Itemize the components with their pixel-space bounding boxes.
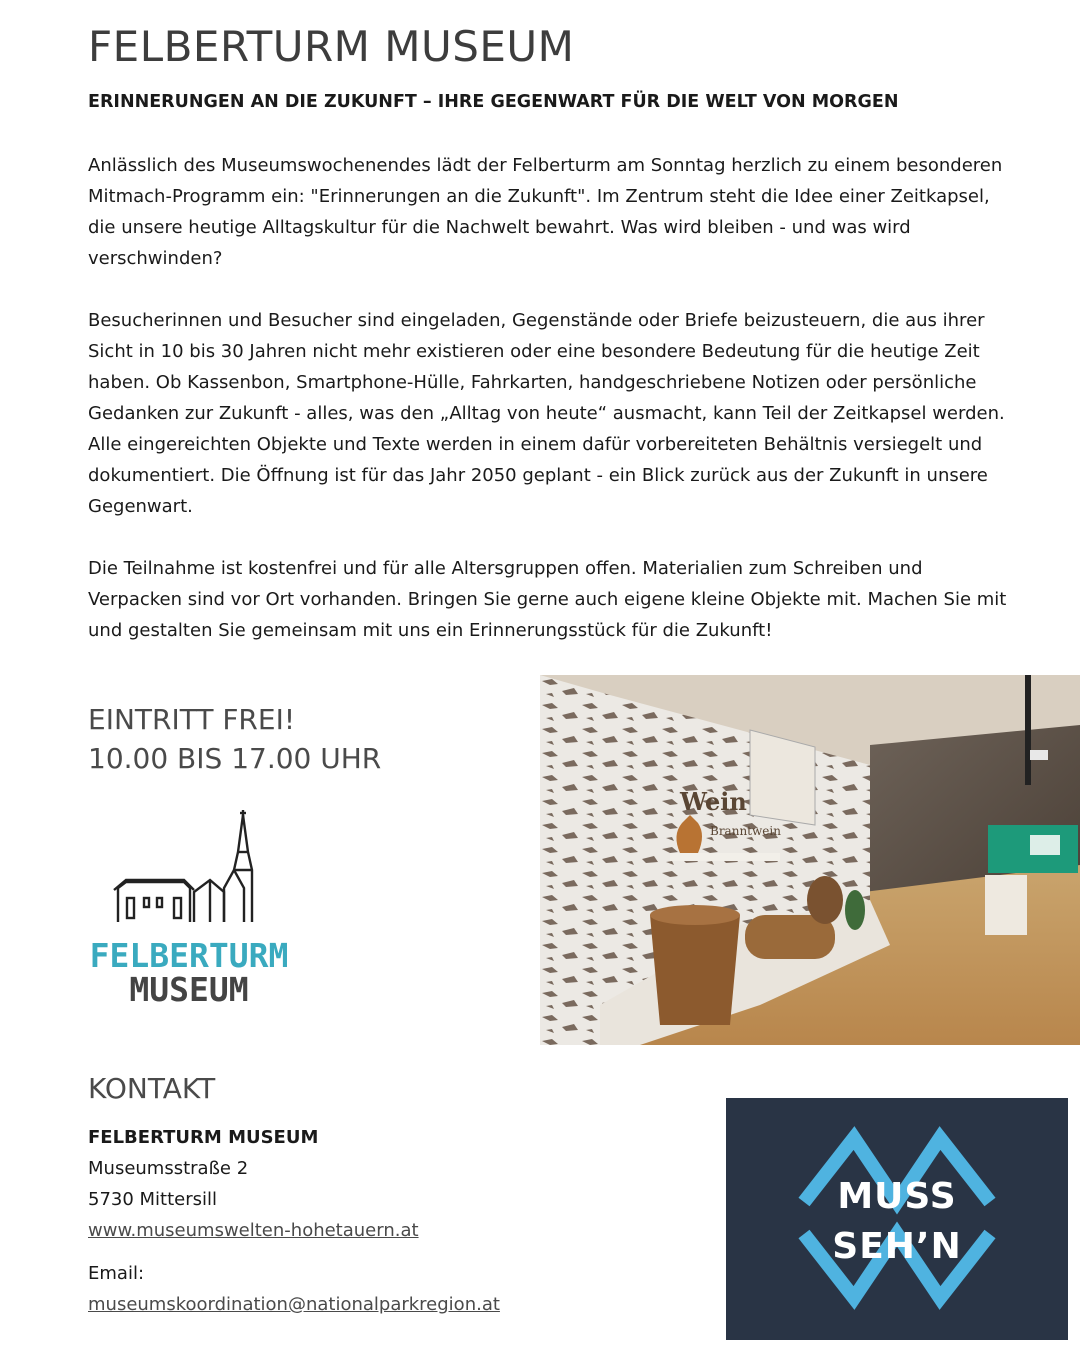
muss-sehn-badge [726,1098,1068,1340]
website-link[interactable]: www.museumswelten-hohetauern.at [88,1220,419,1241]
paragraph-2: Besucherinnen und Besucher sind eingeladen, Gegenstände oder Briefe beizusteuern, die aus ihrer Sicht in 10 bis 30 Jahren nicht mehr existieren oder eine besondere Bedeutung für die heutige Zeit haben. Ob Kassenbon, Smartphone-Hülle, Fahrkarten, handgeschriebene Notizen oder persönliche Gedanken zur Zukunft - alles, was den „Alltag von heute“ ausmacht, kann Teil der Zeitkapsel werden. Alle eingereichten Objekte und Texte werden in einem dafür vorbereiteten Behältnis versiegelt und dokumentiert. Die Öffnung ist für das Jahr 2050 geplant - ein Blick zurück aus der Zukunft in unsere Gegenwart. [88,310,1005,517]
paragraph-1: Anlässlich des Museumswochenendes lädt der Felberturm am Sonntag herzlich zu einem besonderen Mitmach-Programm ein: "Erinnerungen an die Zukunft". Im Zentrum steht die Idee einer Zeitkapsel, die unsere heutige Alltagskultur für die Nachwelt bewahrt. Was wird bleiben - und was wird verschwinden? [88,155,1003,269]
contact-block [88,1122,500,1320]
email-link[interactable]: museumskoordination@nationalparkregion.at [88,1294,500,1315]
opening-hours: 10.00 BIS 17.00 UHR [88,742,382,775]
event-info [88,700,381,778]
wall-text-branntwein: Branntwein [710,824,781,838]
admission-text: EINTRITT FREI! [88,703,296,736]
badge-text-sehn: SEH’N [832,1226,962,1267]
contact-city: 5730 Mittersill [88,1189,218,1210]
logo-text-felberturm: FELBERTURM [89,936,289,975]
wall-text-wein: Wein [680,787,747,816]
email-label: Email: [88,1263,145,1284]
museum-logo [86,810,292,1010]
contact-name: FELBERTURM MUSEUM [88,1127,319,1148]
tower-house-icon [86,810,292,935]
paragraph-3: Die Teilnahme ist kostenfrei und für alle Altersgruppen offen. Materialien zum Schreiben und Verpacken sind vor Ort vorhanden. Bringen Sie gerne auch eigene kleine Objekte mit. Machen Sie mit und gestalten Sie gemeinsam mit uns ein Erinnerungsstück für die Zukunft! [88,558,1007,641]
contact-street: Museumsstraße 2 [88,1158,249,1179]
badge-text-muss: MUSS [837,1176,957,1217]
intro-text [88,150,1008,677]
page-subtitle: ERINNERUNGEN AN DIE ZUKUNFT – IHRE GEGENWART FÜR DIE WELT VON MORGEN [88,92,899,112]
exhibition-photo [540,675,1080,1045]
contact-heading: KONTAKT [88,1072,216,1105]
double-m-icon [726,1098,1068,1340]
page-title: FELBERTURM MUSEUM [88,22,575,71]
logo-text-museum: MUSEUM [129,970,249,1009]
